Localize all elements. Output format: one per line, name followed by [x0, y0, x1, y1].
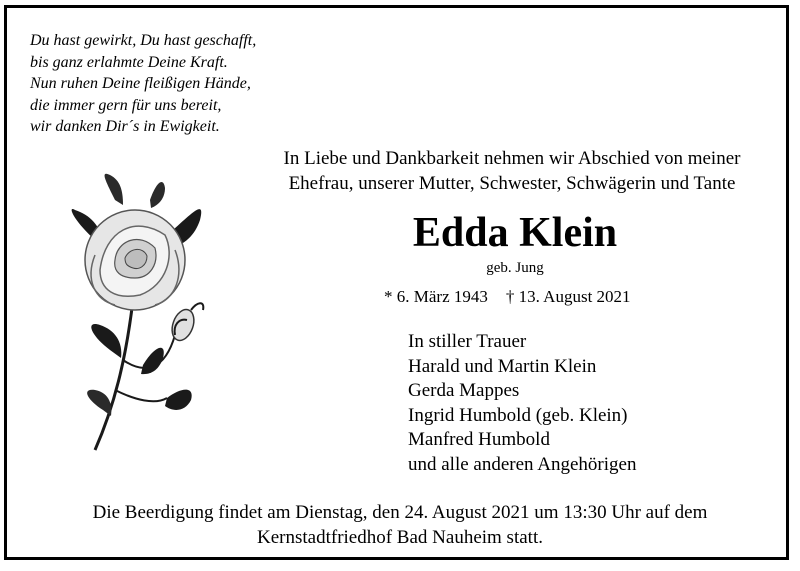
mourner-line: Gerda Mappes [408, 380, 520, 402]
poem-line: wir danken Dir´s in Ewigkeit. [30, 118, 220, 135]
poem-line: die immer gern für uns bereit, [30, 96, 222, 114]
poem-line: Nun ruhen Deine fleißigen Hände, [30, 75, 251, 92]
mourner-line: Ingrid Humbold (geb. Klein) [408, 404, 628, 426]
life-dates [384, 286, 631, 308]
rose-icon [55, 160, 225, 455]
memorial-poem [30, 30, 256, 138]
deceased-name: Edda Klein [412, 210, 618, 256]
mourner-line: Harald und Martin Klein [408, 355, 597, 377]
intro-line: In Liebe und Dankbarkeit nehmen wir Abschied von meiner [283, 148, 741, 169]
mourner-line: und alle anderen Angehörigen [408, 453, 637, 475]
mourner-line: In stiller Trauer [408, 331, 527, 352]
birth-date: * 6. März 1943 [384, 287, 488, 306]
poem-line: Du hast gewirkt, Du hast geschafft, [30, 32, 257, 49]
birth-name: geb. Jung [486, 260, 544, 276]
funeral-line: Die Beerdigung findet am Dienstag, den 24. August 2021 um 13:30 Uhr auf dem [92, 502, 708, 523]
funeral-info [20, 500, 780, 550]
poem-line: bis ganz erlahmte Deine Kraft. [30, 53, 228, 71]
death-date: † 13. August 2021 [505, 287, 631, 306]
mourners-list [408, 330, 636, 478]
funeral-line: Kernstadtfriedhof Bad Nauheim statt. [257, 527, 543, 548]
intro-text [262, 146, 762, 196]
intro-line: Ehefrau, unserer Mutter, Schwester, Schwägerin und Tante [288, 173, 736, 194]
mourner-line: Manfred Humbold [408, 429, 550, 451]
